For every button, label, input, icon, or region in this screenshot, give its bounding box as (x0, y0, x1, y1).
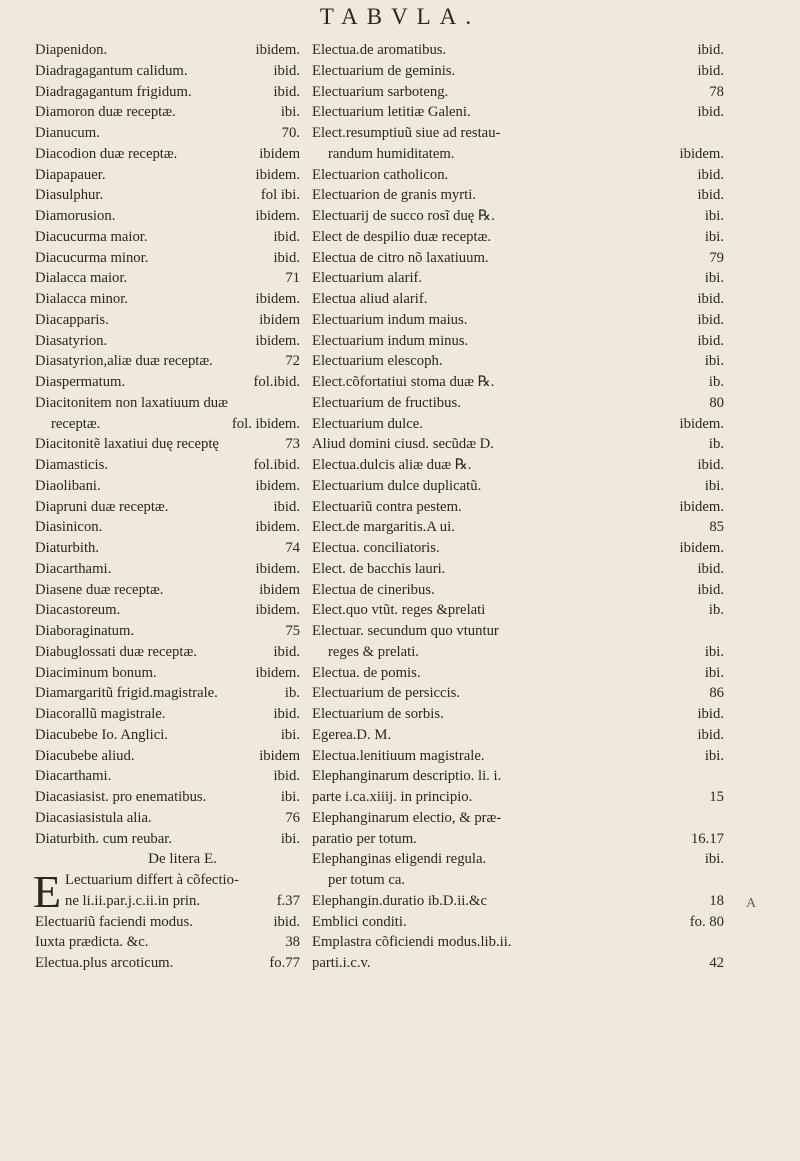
entry-title: Diamargaritũ frigid.magistrale. (35, 685, 218, 702)
entry-title: Diacubebe Io. Anglici. (35, 726, 168, 743)
entry-title: Electuarium elescoph. (312, 353, 443, 370)
index-entry (35, 123, 300, 144)
entry-title: Diadragagantum calidum. (35, 62, 188, 79)
entry-title: Electuarium indum minus. (312, 332, 469, 349)
entry-reference: ib. (708, 374, 724, 390)
entry-title: Electuarium de sorbis. (312, 706, 444, 722)
index-entry (35, 351, 300, 372)
index-entry (35, 144, 300, 165)
entry-reference: ibid. (697, 42, 724, 58)
entry-reference: ibid. (273, 228, 300, 245)
entry-title: Elephanginas eligendi regula. (312, 851, 487, 868)
entry-reference: ibid. (697, 560, 724, 577)
entry-reference: ibi. (280, 726, 300, 743)
entry-title: Diadragagantum frigidum. (35, 83, 192, 100)
entry-title: Electua.lenitiuum magistrale. (312, 747, 485, 764)
index-entry (35, 227, 300, 248)
index-entry (312, 849, 724, 870)
entry-reference: ibidem (259, 145, 300, 162)
entry-reference: ib. (284, 685, 300, 702)
entry-reference: ibidem. (255, 560, 300, 577)
entry-title: Diacitonitẽ laxatiui duę receptę (35, 436, 219, 453)
index-entry (35, 165, 300, 186)
index-entry (312, 268, 724, 289)
entry-reference: 80 (709, 394, 724, 411)
entry-reference: 38 (285, 934, 300, 951)
page-header: TABVLA. (319, 4, 481, 29)
index-entry (35, 538, 300, 559)
entry-title: Diacapparis. (35, 311, 109, 328)
entry-title: Iuxta prædicta. &c. (35, 934, 149, 951)
entry-title: ne li.ii.par.j.c.ii.in prin. (65, 892, 201, 909)
entry-title: Diacasiasistula alia. (35, 809, 152, 826)
entry-title: Diamorusion. (35, 208, 116, 224)
entry-reference: ibidem (259, 581, 300, 598)
index-entry (312, 476, 724, 497)
entry-reference: ib. (708, 602, 724, 619)
entry-title: Elect. de bacchis lauri. (312, 560, 446, 577)
entry-title: Electuarion catholicon. (312, 166, 449, 183)
entry-title: Elect.de margaritis.A ui. (312, 519, 455, 536)
entry-reference: ibidem. (255, 166, 300, 183)
entry-reference: 42 (709, 955, 724, 971)
index-entry (312, 600, 724, 621)
entry-title: Diapapauer. (35, 166, 106, 183)
entry-title: Diacarthami. (35, 768, 112, 785)
index-entry (312, 185, 724, 206)
index-entry (35, 559, 300, 580)
index-entry (312, 704, 724, 725)
index-entry (35, 891, 300, 912)
entry-reference: ibidem. (255, 208, 300, 224)
entry-reference: ibidem. (255, 477, 300, 494)
entry-reference: fo.77 (269, 955, 300, 971)
index-entry (35, 829, 300, 850)
index-entry (35, 414, 300, 435)
entry-reference: ibi. (704, 643, 724, 660)
index-entry (35, 746, 300, 767)
entry-reference: ibidem. (255, 332, 300, 349)
entry-title: Electua de cineribus. (312, 581, 435, 598)
index-entry (35, 434, 300, 455)
index-entry (312, 351, 724, 372)
entry-reference: 18 (709, 892, 724, 909)
entry-title: per totum ca. (328, 872, 406, 888)
index-entry (35, 268, 300, 289)
index-entry (312, 310, 724, 331)
index-entry (312, 414, 724, 435)
index-entry (312, 870, 724, 891)
entry-reference: ibidem (259, 747, 300, 764)
entry-title: Diacarthami. (35, 560, 112, 577)
entry-title: parte i.ca.xiiij. in principio. (312, 789, 473, 805)
entry-title: Diasulphur. (35, 187, 104, 204)
index-entry (35, 331, 300, 352)
entry-title: Electua aliud alarif. (312, 291, 428, 307)
index-entry (312, 891, 724, 912)
entry-title: reges & prelati. (328, 643, 419, 660)
index-entry (35, 248, 300, 269)
entry-title: Diaturbith. cum reubar. (35, 830, 173, 847)
entry-reference: ibid. (697, 62, 724, 79)
index-entry (35, 517, 300, 538)
entry-title: Elect.quo vtũt. reges &prelati (312, 602, 486, 619)
index-entry (312, 393, 724, 414)
entry-title: Diamasticis. (35, 457, 109, 473)
index-entry (312, 808, 724, 829)
entry-title: Diamoron duæ receptæ. (35, 104, 176, 121)
index-entry (312, 725, 724, 746)
entry-title: randum humiditatem. (328, 145, 455, 162)
entry-reference: 76 (285, 809, 300, 826)
entry-title: Electuarium dulce. (312, 415, 423, 432)
entry-title: Elect.cõfortatiui stoma duæ ℞. (312, 374, 495, 390)
index-entry (35, 393, 300, 414)
entry-reference: ibid. (273, 913, 300, 930)
entry-reference: fo. 80 (689, 913, 724, 930)
index-entry (312, 580, 724, 601)
entry-reference: 70. (281, 125, 300, 141)
entry-reference: ibid. (273, 498, 300, 515)
entry-reference: ibidem. (255, 291, 300, 307)
entry-title: Diacastoreum. (35, 602, 121, 619)
entry-title: Electuarium letitiæ Galeni. (312, 104, 471, 121)
entry-reference: 79 (709, 249, 724, 266)
entry-reference: ibi. (704, 228, 724, 245)
index-entry (312, 787, 724, 808)
entry-reference: ibid. (697, 581, 724, 598)
section-e-block (33, 866, 300, 974)
index-entry (312, 766, 724, 787)
index-entry (35, 61, 300, 82)
index-entry (312, 372, 724, 393)
entry-title: Diabuglossati duæ receptæ. (35, 643, 197, 660)
entry-title: Elephanginarum electio, & præ- (312, 809, 502, 826)
entry-reference: ibid. (697, 166, 724, 183)
index-entry (35, 289, 300, 310)
entry-title: Elect de despilio duæ receptæ. (312, 228, 492, 245)
index-entry (312, 497, 724, 518)
drop-initial: E (33, 866, 62, 917)
index-entry (312, 683, 724, 704)
entry-title: receptæ. (51, 415, 101, 432)
index-entry (312, 331, 724, 352)
entry-reference: ibi. (704, 477, 724, 494)
entry-title: Electuarium sarboteng. (312, 83, 449, 100)
entry-title: Diaciminum bonum. (35, 664, 157, 681)
entry-reference: ibid. (273, 249, 300, 266)
entry-reference: ibidem. (255, 42, 300, 58)
index-entry (35, 683, 300, 704)
index-entry (35, 310, 300, 331)
index-entry (35, 40, 300, 61)
entry-title: paratio per totum. (312, 830, 417, 847)
entry-reference: ibidem. (679, 498, 724, 515)
entry-title: Electuarium de persiccis. (312, 685, 461, 702)
entry-reference: 73 (285, 436, 300, 453)
entry-title: Electuarij de succo rosĩ duę ℞. (312, 208, 495, 224)
index-entry (312, 289, 724, 310)
entry-reference: ibid. (697, 457, 724, 473)
entry-reference: 72 (285, 353, 300, 370)
index-entry (35, 787, 300, 808)
entry-reference: ibid. (273, 706, 300, 722)
index-column-right (312, 40, 724, 974)
index-entry (35, 455, 300, 476)
entry-reference: ibid. (273, 62, 300, 79)
entry-title: Diaolibani. (35, 477, 101, 494)
index-entry (312, 559, 724, 580)
index-entry (35, 725, 300, 746)
entry-title: Diapenidon. (35, 42, 108, 58)
entry-title: Electua.dulcis aliæ duæ ℞. (312, 457, 472, 473)
index-column-left (35, 40, 300, 974)
index-entry (312, 102, 724, 123)
section-heading: De litera E. (148, 851, 217, 868)
index-entry (35, 808, 300, 829)
entry-reference: 78 (709, 83, 724, 100)
entry-title: Dialacca minor. (35, 291, 128, 307)
index-entry (312, 82, 724, 103)
entry-title: Electua.de aromatibus. (312, 42, 447, 58)
entry-title: Elephangin.duratio ib.D.ii.&c (312, 892, 487, 909)
entry-reference: ibidem. (679, 145, 724, 162)
index-entry (312, 165, 724, 186)
index-entry (35, 663, 300, 684)
entry-reference: ibidem. (679, 415, 724, 432)
entry-reference: fol. ibidem. (231, 415, 300, 432)
entry-reference: f.37 (276, 892, 300, 909)
entry-title: Electuar. secundum quo vtuntur (312, 623, 499, 639)
entry-title: Diacorallũ magistrale. (35, 706, 166, 722)
entry-title: Diacitonitem non laxatiuum duæ (35, 394, 228, 411)
entry-title: Diacodion duæ receptæ. (35, 145, 178, 162)
entry-reference: ibidem. (255, 664, 300, 681)
index-entry (312, 932, 724, 953)
entry-reference: ibi. (704, 353, 724, 370)
entry-title: Lectuarium differt à cõfectio- (65, 872, 239, 888)
index-entry (35, 621, 300, 642)
index-entry (312, 642, 724, 663)
entry-reference: ibidem. (255, 519, 300, 536)
index-entry (35, 185, 300, 206)
entry-reference: ib. (708, 436, 724, 453)
entry-reference: ibi. (704, 208, 724, 224)
index-entry (35, 870, 300, 891)
index-entry (35, 372, 300, 393)
index-entry (312, 953, 724, 974)
index-entry (312, 912, 724, 933)
entry-title: Emblici conditi. (312, 913, 407, 930)
index-entry (312, 144, 724, 165)
index-entry (312, 455, 724, 476)
index-entry (35, 704, 300, 725)
entry-reference: ibi. (280, 830, 300, 847)
entry-reference: ibid. (697, 104, 724, 121)
entry-title: Electuarion de granis myrti. (312, 187, 476, 204)
entry-reference: fol.ibid. (253, 374, 300, 390)
index-entry (35, 932, 300, 953)
entry-title: Diasatyrion,aliæ duæ receptæ. (35, 353, 213, 370)
entry-title: Dialacca maior. (35, 270, 128, 287)
entry-reference: 86 (709, 685, 724, 702)
entry-title: Electuariũ contra pestem. (312, 498, 462, 515)
entry-title: Dianucum. (35, 125, 100, 141)
index-entry (35, 600, 300, 621)
index-entry (312, 248, 724, 269)
entry-reference: ibid. (697, 187, 724, 204)
entry-reference: ibidem. (255, 602, 300, 619)
entry-title: Diasatyrion. (35, 332, 108, 349)
entry-reference: ibi. (280, 789, 300, 805)
index-entry (35, 953, 300, 974)
entry-reference: ibidem. (679, 540, 724, 556)
entry-reference: ibid. (273, 768, 300, 785)
index-entry (312, 746, 724, 767)
entry-title: Diaturbith. (35, 540, 100, 556)
entry-title: Electuarium de fructibus. (312, 394, 461, 411)
entry-reference: ibid. (697, 706, 724, 722)
entry-title: Emplastra cõficiendi modus.lib.ii. (312, 934, 512, 951)
entry-title: Diasinicon. (35, 519, 103, 536)
entry-title: Egerea.D. M. (312, 726, 392, 743)
entry-title: Diacasiasist. pro enematibus. (35, 789, 207, 805)
entry-title: Electuarium indum maius. (312, 311, 468, 328)
index-entry (35, 102, 300, 123)
entry-title: Diacucurma minor. (35, 249, 149, 266)
index-entry (35, 497, 300, 518)
entry-title: Aliud domini ciusd. secũdæ D. (312, 436, 494, 453)
index-entry (312, 829, 724, 850)
entry-title: Electua. conciliatoris. (312, 540, 440, 556)
index-entry (312, 434, 724, 455)
entry-reference: ibid. (273, 643, 300, 660)
entry-reference: ibid. (697, 332, 724, 349)
entry-reference: 74 (285, 540, 300, 556)
entry-title: Electuariũ faciendi modus. (35, 913, 193, 930)
margin-mark: A (746, 896, 757, 911)
index-entry (312, 538, 724, 559)
entry-reference: 85 (709, 519, 724, 536)
index-entry (312, 61, 724, 82)
index-entry (312, 621, 724, 642)
index-entry (35, 580, 300, 601)
entry-reference: 15 (709, 789, 724, 805)
entry-title: Diaboraginatum. (35, 623, 135, 639)
entry-title: Elephanginarum descriptio. li. i. (312, 768, 502, 785)
entry-reference: ibid. (697, 291, 724, 307)
entry-title: Electuarium alarif. (312, 270, 423, 287)
entry-reference: ibidem (259, 311, 300, 328)
index-entry (35, 766, 300, 787)
index-entry (312, 206, 724, 227)
entry-reference: ibid. (697, 311, 724, 328)
entry-reference: ibi. (704, 747, 724, 764)
entry-reference: ibi. (280, 104, 300, 121)
index-entry (35, 912, 300, 933)
entry-reference: fol.ibid. (253, 457, 300, 473)
entry-title: parti.i.c.v. (312, 955, 371, 971)
index-entry (35, 642, 300, 663)
entry-reference: ibid. (697, 726, 724, 743)
entry-title: Electua. de pomis. (312, 664, 421, 681)
entry-reference: 75 (285, 623, 300, 639)
index-entry (35, 476, 300, 497)
entry-reference: ibi. (704, 270, 724, 287)
entry-reference: ibi. (704, 851, 724, 868)
entry-reference: 71 (285, 270, 300, 287)
entry-title: Elect.resumptiuũ siue ad restau- (312, 125, 501, 141)
entry-title: Diacubebe aliud. (35, 747, 135, 764)
entry-title: Diapruni duæ receptæ. (35, 498, 169, 515)
entry-reference: fol ibi. (260, 187, 300, 204)
entry-title: Electuarium de geminis. (312, 62, 456, 79)
index-entry (312, 40, 724, 61)
index-entry (312, 123, 724, 144)
entry-title: Electua.plus arcoticum. (35, 955, 174, 971)
entry-title: Diasene duæ receptæ. (35, 581, 164, 598)
index-entry (312, 517, 724, 538)
entry-title: Diaspermatum. (35, 374, 126, 390)
entry-reference: ibi. (704, 664, 724, 681)
entry-reference: ibid. (273, 83, 300, 100)
index-entry (312, 663, 724, 684)
index-entry (312, 227, 724, 248)
entry-reference: 16.17 (690, 830, 724, 847)
entry-title: Electuarium dulce duplicatũ. (312, 477, 482, 494)
entry-title: Electua de citro nõ laxatiuum. (312, 249, 489, 266)
index-entry (35, 82, 300, 103)
index-entry (35, 206, 300, 227)
entry-title: Diacucurma maior. (35, 228, 148, 245)
